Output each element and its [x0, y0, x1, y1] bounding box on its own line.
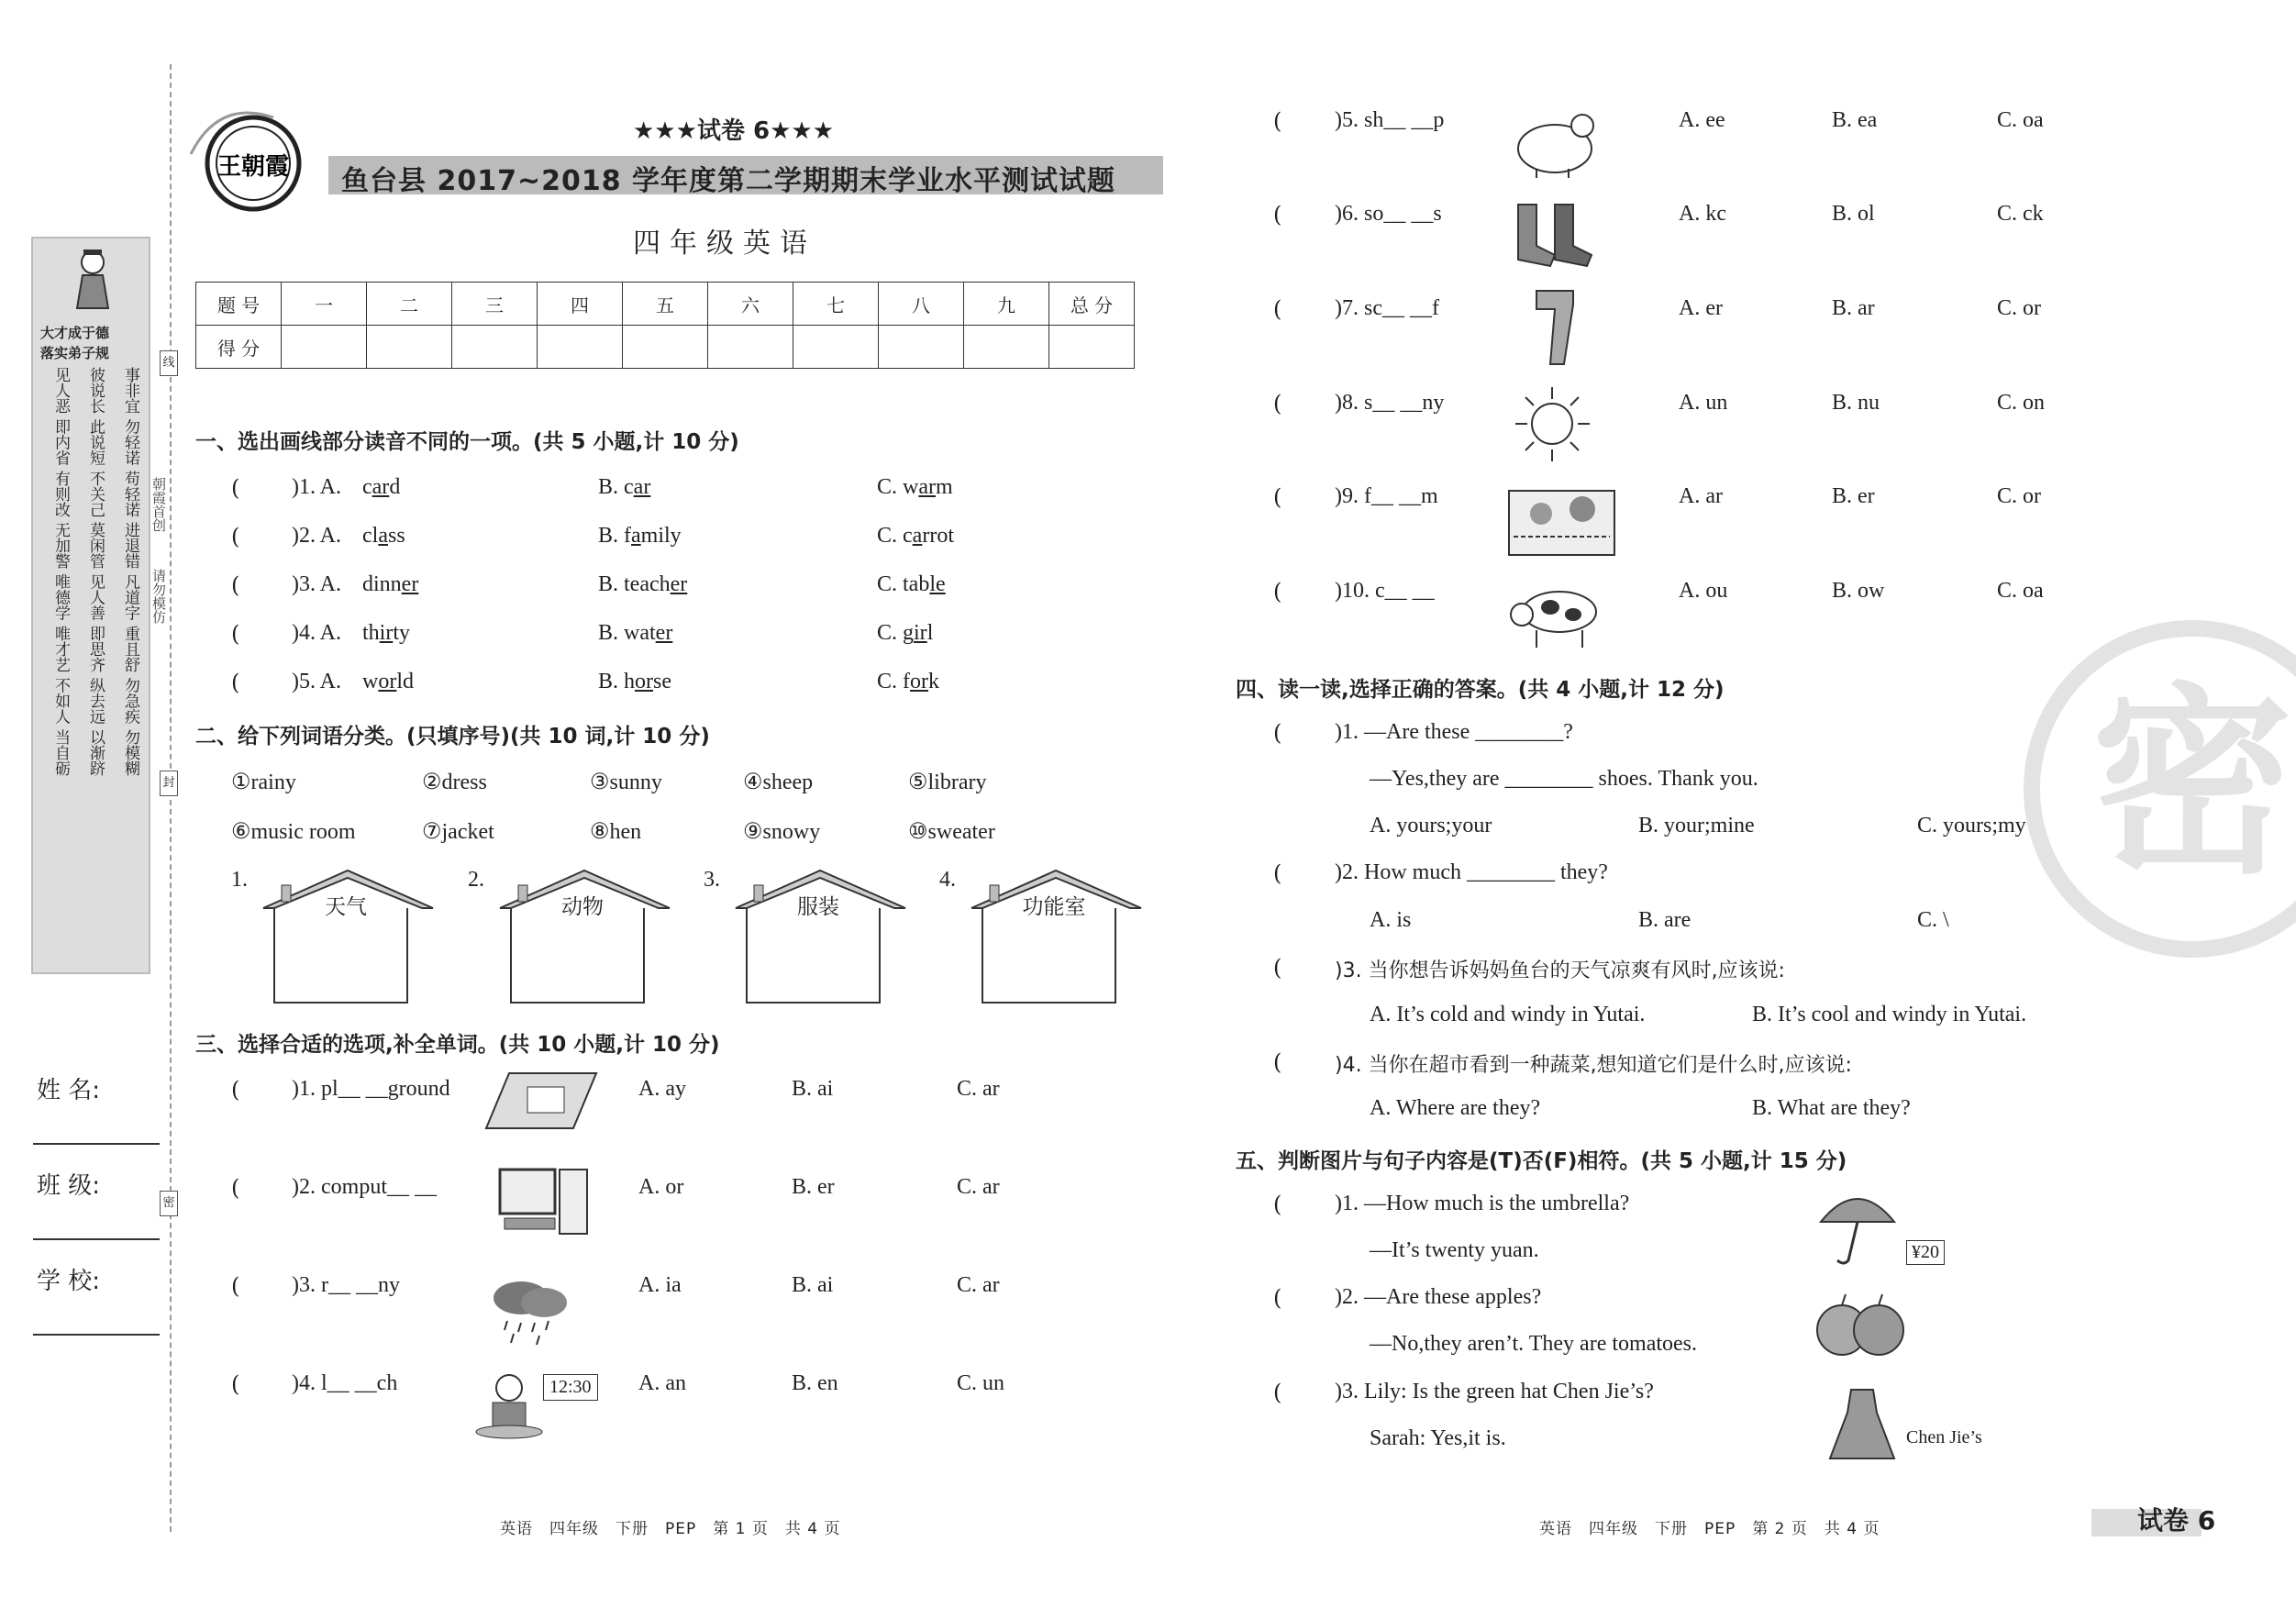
- s1-opt-c: C. girl: [877, 621, 934, 645]
- s1-qnum: )1. A.: [292, 475, 341, 499]
- s3-opt-b: B. ar: [1832, 296, 1875, 320]
- paper-tag-text: 试卷 6: [696, 117, 771, 145]
- school-label: 学 校:: [37, 1268, 101, 1295]
- word-5: ⑤library: [908, 771, 987, 794]
- seal-mark-3: 密: [160, 1191, 178, 1216]
- s3-question: )5. sh__ __p: [1335, 108, 1445, 132]
- answer-paren[interactable]: (: [1273, 579, 1282, 604]
- s3-question: )2. comput__ __: [292, 1175, 437, 1199]
- answer-paren[interactable]: (: [1273, 391, 1282, 416]
- motto-col-1: 见人恶 即内省 有则改 无加警 唯德学 唯才艺 不如人 当自砺: [51, 367, 70, 776]
- s4-q2-opt-b: B. are: [1638, 908, 1691, 932]
- score-head: 一: [282, 283, 367, 326]
- section-3-title: 三、选择合适的选项,补全单词。(共 10 小题,计 10 分): [195, 1033, 720, 1057]
- s3-opt-c: C. on: [1997, 391, 2046, 415]
- s1-qnum: )2. A.: [292, 524, 341, 548]
- answer-paren[interactable]: (: [1273, 1049, 1282, 1075]
- section-2-title: 二、给下列词语分类。(只填序号)(共 10 词,计 10 分): [195, 725, 710, 749]
- umbrella-icon: [1812, 1185, 1903, 1268]
- score-row-label: 得 分: [196, 326, 282, 369]
- rain-icon: [484, 1275, 576, 1348]
- answer-paren[interactable]: (: [1273, 1192, 1282, 1217]
- score-cell[interactable]: [1049, 326, 1135, 369]
- house-label: 服装: [797, 895, 839, 919]
- score-head: 二: [367, 283, 452, 326]
- page-subtitle: 四年级英语: [633, 227, 816, 260]
- dress-icon: [1825, 1385, 1899, 1463]
- s3-question: )3. r__ __ny: [292, 1273, 400, 1297]
- s3-opt-b: B. en: [792, 1371, 838, 1395]
- word-7: ⑦jacket: [422, 820, 494, 844]
- word-1: ①rainy: [231, 771, 296, 794]
- house-shape: [967, 867, 1146, 1004]
- s1-opt-b: B. water: [598, 621, 673, 645]
- answer-paren[interactable]: (: [1273, 720, 1282, 746]
- house-num: 3.: [704, 868, 720, 892]
- score-cell[interactable]: [367, 326, 452, 369]
- name-label: 姓 名:: [37, 1077, 101, 1104]
- section-1-title: 一、选出画线部分读音不同的一项。(共 5 小题,计 10 分): [195, 430, 739, 454]
- socks-icon: [1504, 200, 1605, 269]
- house-num: 2.: [468, 868, 484, 892]
- s3-question: )9. f__ __m: [1335, 484, 1438, 508]
- s4-q1-opt-c: C. yours;my: [1917, 814, 2026, 837]
- cut-line: [170, 64, 172, 1532]
- s1-opt-b: B. car: [598, 475, 651, 499]
- answer-paren[interactable]: (: [1273, 860, 1282, 886]
- s3-question: )8. s__ __ny: [1335, 391, 1445, 415]
- s4-q2-opt-a: A. is: [1370, 908, 1412, 932]
- s3-question: )4. l__ __ch: [292, 1371, 398, 1395]
- house-label: 功能室: [1022, 895, 1086, 919]
- sun-icon: [1514, 385, 1592, 463]
- s3-opt-a: A. ou: [1679, 579, 1728, 603]
- score-cell[interactable]: [452, 326, 538, 369]
- word-9: ⑨snowy: [743, 820, 821, 844]
- s3-opt-c: C. oa: [1997, 579, 2044, 603]
- house-shape: [495, 867, 674, 1004]
- s3-opt-c: C. or: [1997, 296, 2041, 320]
- s4-q1-opt-b: B. your;mine: [1638, 814, 1755, 837]
- s3-opt-a: A. an: [638, 1371, 686, 1395]
- s3-opt-c: C. ar: [957, 1077, 1000, 1101]
- seal-mark-2: 封: [160, 771, 178, 796]
- s3-opt-b: B. ai: [792, 1077, 834, 1101]
- s5-q2: )2. —Are these apples?: [1335, 1285, 1542, 1309]
- answer-paren[interactable]: (: [231, 1077, 240, 1103]
- word-2: ②dress: [422, 771, 487, 794]
- s4-q4-opt-b: B. What are they?: [1752, 1096, 1911, 1120]
- s5-q3: )3. Lily: Is the green hat Chen Jie’s?: [1335, 1380, 1654, 1403]
- computer-icon: [495, 1165, 596, 1238]
- s3-opt-b: B. ow: [1832, 579, 1885, 603]
- s1-opt-b: B. teacher: [598, 572, 688, 596]
- score-cell[interactable]: [964, 326, 1049, 369]
- house-num: 1.: [231, 868, 248, 892]
- word-10: ⑩sweater: [908, 820, 995, 844]
- s3-opt-c: C. ck: [1997, 202, 2044, 226]
- answer-paren[interactable]: (: [1273, 202, 1282, 227]
- s4-q3-opt-a: A. It’s cold and windy in Yutai.: [1370, 1003, 1646, 1026]
- section-4-title: 四、读一读,选择正确的答案。(共 4 小题,计 12 分): [1236, 678, 1725, 702]
- secret-watermark-icon: [2018, 615, 2296, 963]
- answer-paren[interactable]: (: [231, 1371, 240, 1397]
- s4-q1-opt-a: A. yours;your: [1370, 814, 1492, 837]
- vertical-note-2: 请勿模仿: [150, 569, 167, 624]
- s1-opt-c: C. carrot: [877, 524, 954, 548]
- s3-opt-a: A. un: [1679, 391, 1728, 415]
- score-head: 四: [538, 283, 623, 326]
- dress-label: Chen Jie’s: [1906, 1427, 1982, 1447]
- score-head: 七: [793, 283, 879, 326]
- apples-icon: [1814, 1289, 1911, 1358]
- answer-paren[interactable]: (: [1273, 108, 1282, 134]
- house-shape: [731, 867, 910, 1004]
- s1-qnum: )5. A.: [292, 670, 341, 693]
- s1-opt-c: C. table: [877, 572, 946, 596]
- s4-q3: )3. 当你想告诉妈妈鱼台的天气凉爽有风时,应该说:: [1335, 959, 1785, 982]
- answer-paren[interactable]: (: [1273, 1285, 1282, 1311]
- score-cell[interactable]: [879, 326, 964, 369]
- playground-icon: [482, 1064, 601, 1137]
- s3-opt-a: A. ar: [1679, 484, 1723, 508]
- class-label: 班 级:: [37, 1172, 101, 1200]
- s3-opt-b: B. ai: [792, 1273, 834, 1297]
- score-table: [195, 282, 1135, 369]
- s3-opt-a: A. or: [638, 1175, 684, 1199]
- s3-opt-c: C. or: [1997, 484, 2041, 508]
- word-4: ④sheep: [743, 771, 814, 794]
- footer-left: 英语 四年级 下册 PEP 第 1 页 共 4 页: [500, 1520, 841, 1538]
- footer-tag: 试卷 6: [2137, 1505, 2216, 1536]
- s5-q1: )1. —How much is the umbrella?: [1335, 1192, 1630, 1215]
- s3-question: )10. c__ __: [1335, 579, 1435, 603]
- s3-question: )1. pl__ __ground: [292, 1077, 450, 1101]
- s1-opt-c: C. fork: [877, 670, 940, 693]
- s3-opt-a: A. ia: [638, 1273, 682, 1297]
- s1-opt-a: dinner: [362, 572, 419, 596]
- school-field[interactable]: [33, 1334, 160, 1336]
- score-cell[interactable]: [793, 326, 879, 369]
- answer-paren[interactable]: (: [1273, 1380, 1282, 1405]
- s5-q3-line2: Sarah: Yes,it is.: [1370, 1426, 1506, 1450]
- s3-opt-c: C. ar: [957, 1273, 1000, 1297]
- vertical-note-1: 朝霞首创: [150, 477, 167, 532]
- score-head: 八: [879, 283, 964, 326]
- house-label: 动物: [561, 895, 604, 919]
- scarf-icon: [1527, 286, 1582, 369]
- s1-opt-a: thirty: [362, 621, 411, 645]
- seal-mark-1: 线: [160, 350, 178, 376]
- s1-opt-c: C. warm: [877, 475, 953, 499]
- s4-q1-line2: —Yes,they are ________ shoes. Thank you.: [1370, 767, 1758, 791]
- s4-q2: )2. How much ________ they?: [1335, 860, 1608, 884]
- house-num: 4.: [939, 868, 956, 892]
- section-5-title: 五、判断图片与句子内容是(T)否(F)相符。(共 5 小题,计 15 分): [1236, 1149, 1847, 1173]
- cow-icon: [1509, 580, 1601, 651]
- s4-q4: )4. 当你在超市看到一种蔬菜,想知道它们是什么时,应该说:: [1335, 1054, 1852, 1077]
- motto2: 落实弟子规: [40, 345, 110, 361]
- answer-paren[interactable]: (: [231, 524, 240, 549]
- answer-paren[interactable]: (: [231, 475, 240, 501]
- watermark-text: 密: [2091, 666, 2294, 901]
- page-title: 鱼台县 2017~2018 学年度第二学期期末学业水平测试试题: [341, 165, 1116, 197]
- score-cell[interactable]: [708, 326, 793, 369]
- s3-opt-c: C. un: [957, 1371, 1005, 1395]
- score-cell[interactable]: [282, 326, 367, 369]
- s5-q2-line2: —No,they aren’t. They are tomatoes.: [1370, 1332, 1697, 1356]
- house-shape: [259, 867, 438, 1004]
- word-6: ⑥music room: [231, 820, 356, 844]
- lunch-icon: [472, 1371, 546, 1440]
- name-field[interactable]: [33, 1143, 160, 1145]
- score-head: 总 分: [1049, 283, 1135, 326]
- s3-opt-b: B. ea: [1832, 108, 1878, 132]
- s1-qnum: )3. A.: [292, 572, 341, 596]
- s1-opt-a: class: [362, 524, 405, 548]
- s1-opt-a: world: [362, 670, 415, 693]
- umbrella-price-tag: ¥20: [1906, 1240, 1945, 1265]
- s3-opt-a: A. er: [1679, 296, 1723, 320]
- s1-opt-b: B. horse: [598, 670, 672, 693]
- answer-paren[interactable]: (: [231, 572, 240, 598]
- score-cell[interactable]: [538, 326, 623, 369]
- sheep-icon: [1514, 103, 1601, 181]
- motto-sidebar: [31, 237, 150, 974]
- house-label: 天气: [325, 895, 367, 919]
- answer-paren[interactable]: (: [1273, 296, 1282, 322]
- class-field[interactable]: [33, 1238, 160, 1240]
- s3-opt-b: B. nu: [1832, 391, 1880, 415]
- word-8: ⑧hen: [590, 820, 642, 844]
- answer-paren[interactable]: (: [231, 670, 240, 695]
- answer-paren[interactable]: (: [231, 1273, 240, 1299]
- score-head: 五: [623, 283, 708, 326]
- answer-paren[interactable]: (: [1273, 955, 1282, 981]
- s3-opt-a: A. ay: [638, 1077, 686, 1101]
- footer-right: 英语 四年级 下册 PEP 第 2 页 共 4 页: [1539, 1520, 1880, 1538]
- s1-qnum: )4. A.: [292, 621, 341, 645]
- s3-opt-c: C. ar: [957, 1175, 1000, 1199]
- s5-q1-line2: —It’s twenty yuan.: [1370, 1238, 1539, 1262]
- lunch-time-tag: 12:30: [543, 1374, 598, 1401]
- answer-paren[interactable]: (: [1273, 484, 1282, 510]
- score-head: 题 号: [196, 283, 282, 326]
- s3-question: )7. sc__ __f: [1335, 296, 1439, 320]
- s1-opt-a: card: [362, 475, 401, 499]
- s4-q2-opt-c: C. \: [1917, 908, 1949, 932]
- motto-col-2: 彼说长 此说短 不关己 莫闲管 见人善 即思齐 纵去远 以渐跻: [86, 367, 105, 776]
- motto1: 大才成于德: [40, 325, 110, 341]
- s3-opt-a: A. kc: [1679, 202, 1726, 226]
- answer-paren[interactable]: (: [231, 621, 240, 647]
- s3-opt-a: A. ee: [1679, 108, 1725, 132]
- score-head: 九: [964, 283, 1049, 326]
- motto-col-3: 事非宜 勿轻诺 苟轻诺 进退错 凡道字 重且舒 勿急疾 勿模糊: [121, 367, 139, 776]
- s3-opt-b: B. ol: [1832, 202, 1875, 226]
- s3-opt-c: C. oa: [1997, 108, 2044, 132]
- s3-opt-b: B. er: [1832, 484, 1875, 508]
- paper-tag: ★★★试卷 6★★★: [633, 117, 835, 145]
- farm-icon: [1504, 482, 1619, 564]
- s4-q3-opt-b: B. It’s cool and windy in Yutai.: [1752, 1003, 2027, 1026]
- logo-text: 王朝霞: [216, 153, 290, 181]
- score-head: 三: [452, 283, 538, 326]
- s3-opt-b: B. er: [792, 1175, 835, 1199]
- word-3: ③sunny: [590, 771, 662, 794]
- s1-opt-b: B. family: [598, 524, 682, 548]
- brand-logo: [182, 99, 310, 218]
- s4-q4-opt-a: A. Where are they?: [1370, 1096, 1541, 1120]
- s4-q1: )1. —Are these ________?: [1335, 720, 1573, 744]
- score-cell[interactable]: [623, 326, 708, 369]
- score-head: 六: [708, 283, 793, 326]
- scholar-icon: [70, 246, 116, 310]
- s3-question: )6. so__ __s: [1335, 202, 1442, 226]
- answer-paren[interactable]: (: [231, 1175, 240, 1201]
